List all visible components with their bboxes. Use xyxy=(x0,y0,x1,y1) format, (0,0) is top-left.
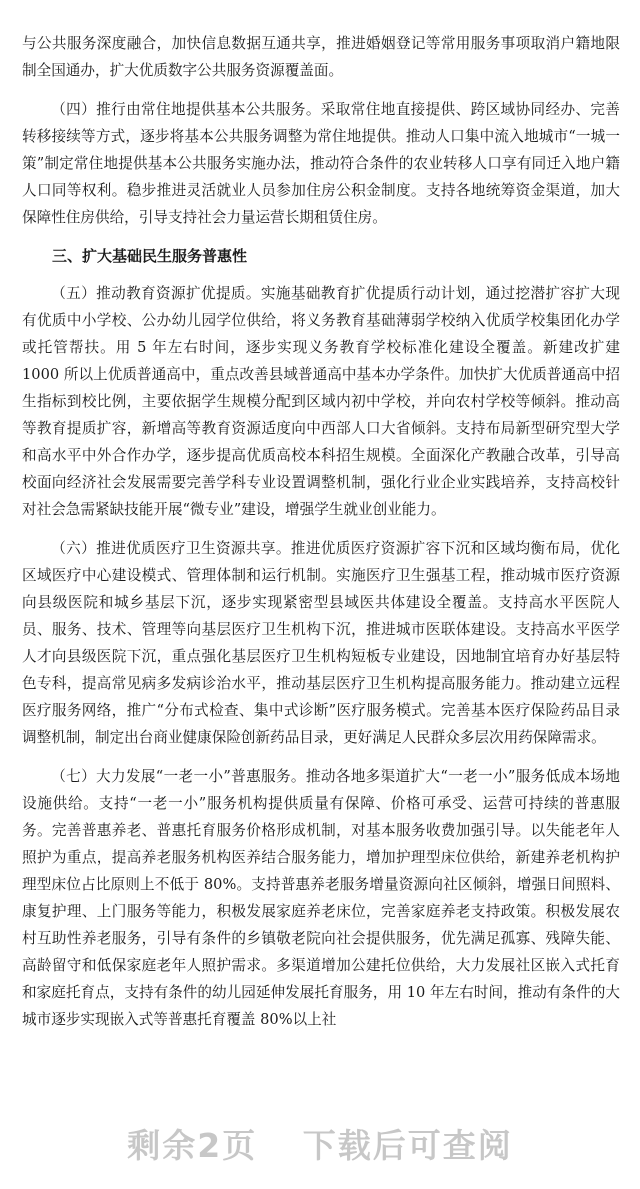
paragraph-item-5: （五）推动教育资源扩优提质。实施基础教育扩优提质行动计划，通过挖潜扩容扩大现有优质中小学校、公办幼儿园学位供给，将义务教育基础薄弱学校纳入优质学校集团化办学或托管帮扶。用 5 年左右时间，逐步实现义务教育学校标准化建设全覆盖。新建改扩建 1000 所以上优质普通高中，重点改善县域普通高中基本办学条件。加快扩大优质普通高中招生指标到校比例，主要依据学生规模分配到区域内初中学校，并向农村学校等倾斜。推动高等教育提质扩容，新增高等教育资源适度向中西部人口大省倾斜。支持布局新型研究型大学和高水平中外合作办学，逐步提高优质高校本科招生规模。全面深化产教融合改革，引导高校面向经济社会发展需要完善学科专业设置调整机制，强化行业企业实践培养，支持高校针对社会急需紧缺技能开展“微专业”建设，增强学生就业创业能力。 xyxy=(22,285,620,518)
paragraph-item-4: （四）推行由常住地提供基本公共服务。采取常住地直接提供、跨区域协同经办、完善转移接续等方式，逐步将基本公共服务调整为常住地提供。推动人口集中流入地城市“一城一策”制定常住地提供基本公共服务实施办法，推动符合条件的农业转移人口享有同迁入地户籍人口同等权利。稳步推进灵活就业人员参加住房公积金制度。支持各地统筹资金渠道，加大保障性住房供给，引导支持社会力量运营长期租赁住房。 xyxy=(22,101,620,226)
paragraph-continuation: 与公共服务深度融合，加快信息数据互通共享，推进婚姻登记等常用服务事项取消户籍地限制全国通办，扩大优质数字公共服务资源覆盖面。 xyxy=(22,35,620,79)
download-to-view-label: 下载后可查阅 xyxy=(302,1126,513,1165)
section-heading-3: 三、扩大基础民生服务普惠性 xyxy=(52,247,248,265)
paragraph-item-6: （六）推进优质医疗卫生资源共享。推进优质医疗资源扩容下沉和区域均衡布局，优化区域医疗中心建设模式、管理体制和运行机制。实施医疗卫生强基工程，推动城市医疗资源向县级医院和城乡基层下沉，逐步实现紧密型县域医共体建设全覆盖。支持高水平医院人员、服务、技术、管理等向基层医疗卫生机构下沉，推进城市医联体建设。支持高水平医学人才向县级医院下沉，重点强化基层医疗卫生机构短板专业建设，因地制宜培育办好基层特色专科，提高常见病多发病诊治水平，推动基层医疗卫生机构提高服务能力。推动建立远程医疗服务网络，推广“分布式检查、集中式诊断”医疗服务模式。完善基本医疗保险药品目录调整机制，制定出台商业健康保险创新药品目录，更好满足人民群众多层次用药保障需求。 xyxy=(22,540,620,746)
paragraph-item-7: （七）大力发展“一老一小”普惠服务。推动各地多渠道扩大“一老一小”服务低成本场地设施供给。支持“一老一小”服务机构提供质量有保障、价格可承受、运营可持续的普惠服务。完善普惠养老、普惠托育服务价格形成机制，对基本服务收费加强引导。以失能老年人照护为重点，提高养老服务机构医养结合服务能力，增加护理型床位供给，新建养老机构护理型床位占比原则上不低于 80%。支持普惠养老服务增量资源向社区倾斜，增强日间照料、康复护理、上门服务等能力，积极发展家庭养老床位，完善家庭养老支持政策。积极发展农村互助性养老服务，引导有条件的乡镇敬老院向社会提供服务，优先满足孤寡、残障失能、高龄留守和低保家庭老年人照护需求。多渠道增加公建托位供给，大力发展社区嵌入式托育和家庭托育点，支持有条件的幼儿园延伸发展托育服务，用 10 年左右时间，推动有条件的大城市逐步实现嵌入式等普惠托育覆盖 80%以上社 xyxy=(22,768,620,1028)
remaining-pages-notice[interactable] xyxy=(0,1120,640,1167)
document-body xyxy=(22,30,620,1045)
remaining-pages-label: 剩余2页 xyxy=(127,1126,258,1165)
